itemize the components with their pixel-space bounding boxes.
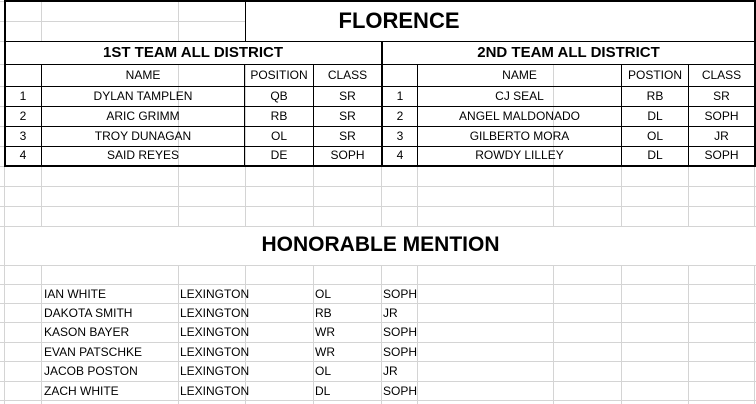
honorable-row-1-position: OL [315,287,332,301]
honorable-mention-heading: HONORABLE MENTION [261,233,500,256]
grid-row-line [0,265,756,266]
first-team-col-class: CLASS [327,68,368,82]
first-team-row-2-num: 2 [19,109,27,123]
honorable-row-4-name: EVAN PATSCHKE [44,345,143,359]
second-team-row-2-name: ANGEL MALDONADO [459,109,580,123]
first-team-row-3-class: SR [339,129,356,143]
first-team-row-1-class: SR [339,89,356,103]
second-team-row-3-position: OL [646,129,663,143]
second-team-heading: 2ND TEAM ALL DISTRICT [477,44,660,61]
first-team-row-1-position: QB [270,89,288,103]
honorable-row-1-name: IAN WHITE [44,287,106,301]
border-bottom [4,165,756,167]
grid-row-line [0,186,756,187]
second-team-row-4-num: 4 [396,148,404,162]
first-team-row-1-num: 1 [19,89,27,103]
first-team-row-4-class: SOPH [330,148,365,162]
honorable-row-2-school: LEXINGTON [180,306,250,320]
honorable-row-2-class: JR [383,306,398,320]
grid-row-line [0,206,756,207]
second-team-row-3-class: JR [714,129,729,143]
first-team-row-2-name: ARIC GRIMM [106,109,180,123]
second-team-col-position: POSTION [627,68,682,82]
honorable-row-3-position: WR [315,325,335,339]
second-team-row-1-position: RB [646,89,664,103]
honorable-row-3-school: LEXINGTON [180,325,250,339]
second-team-row-1-name: CJ SEAL [495,89,544,103]
honorable-row-2-name: DAKOTA SMITH [44,306,133,320]
first-team-col-position: POSITION [250,68,308,82]
honorable-row-3-name: KASON BAYER [44,325,130,339]
honorable-row-6-school: LEXINGTON [180,384,250,398]
second-team-row-1-num: 1 [396,89,404,103]
second-team-row-1-class: SR [713,89,730,103]
honorable-row-5-class: JR [383,364,398,378]
honorable-row-1-class: SOPH [383,287,418,301]
first-team-row-4-num: 4 [19,148,27,162]
second-team-row-3-num: 3 [396,129,404,143]
border-heading-bottom [4,64,756,65]
honorable-row-6-position: DL [315,384,331,398]
first-team-col-name: NAME [125,68,161,82]
first-team-row-2-class: SR [339,109,356,123]
honorable-row-4-class: SOPH [383,345,418,359]
second-team-row-3-name: GILBERTO MORA [469,129,570,143]
border-top [4,0,756,2]
second-team-row-4-position: DL [647,148,663,162]
first-team-row-2-position: RB [270,109,288,123]
second-team-row-2-position: DL [647,109,663,123]
honorable-row-6-class: SOPH [383,384,418,398]
honorable-row-4-school: LEXINGTON [180,345,250,359]
second-team-row-2-num: 2 [396,109,404,123]
honorable-row-2-position: RB [315,306,332,320]
first-team-row-3-position: OL [270,129,287,143]
second-team-row-4-class: SOPH [704,148,739,162]
first-team-row-4-position: DE [270,148,288,162]
honorable-row-5-school: LEXINGTON [180,364,250,378]
first-team-row-3-num: 3 [19,129,27,143]
second-team-row-4-name: ROWDY LILLEY [475,148,564,162]
first-team-row-3-name: TROY DUNAGAN [94,129,192,143]
page-title: FLORENCE [338,8,460,33]
first-team-row-1-name: DYLAN TAMPLEN [93,89,193,103]
first-team-heading: 1ST TEAM ALL DISTRICT [103,44,283,61]
honorable-row-4-position: WR [315,345,335,359]
second-team-col-name: NAME [502,68,537,82]
honorable-row-1-school: LEXINGTON [180,287,250,301]
honorable-row-5-position: OL [315,364,332,378]
honorable-row-6-name: ZACH WHITE [44,384,119,398]
first-team-row-4-name: SAID REYES [106,148,180,162]
second-team-col-class: CLASS [701,68,742,82]
second-team-row-2-class: SOPH [704,109,739,123]
honorable-row-5-name: JACOB POSTON [44,364,138,378]
honorable-row-3-class: SOPH [383,325,418,339]
